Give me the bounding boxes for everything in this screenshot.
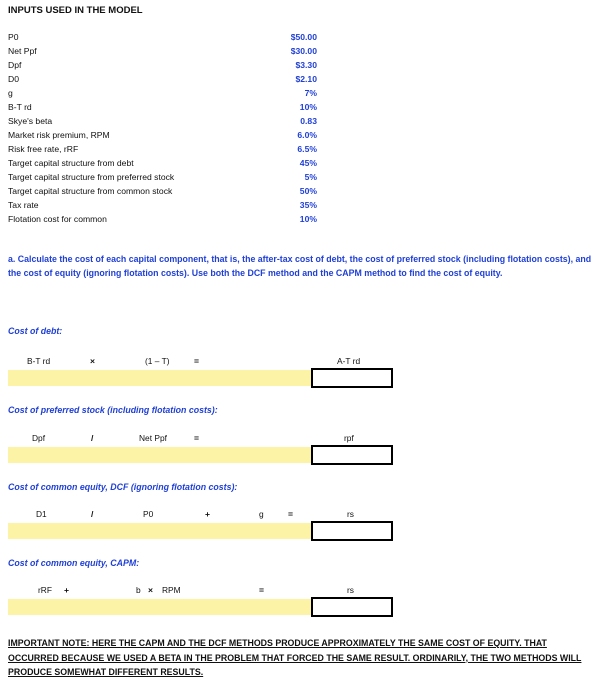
input-label: Risk free rate, rRF: [8, 144, 79, 154]
input-label: B-T rd: [8, 102, 32, 112]
term-beta: b: [136, 585, 141, 595]
answer-box-rs-dcf[interactable]: [311, 521, 393, 541]
section-title-dcf: Cost of common equity, DCF (ignoring flotation costs):: [8, 482, 238, 492]
result-label: A-T rd: [337, 356, 361, 366]
term-rpm: RPM: [162, 585, 181, 595]
input-value: 6.5%: [297, 144, 317, 154]
input-label: Market risk premium, RPM: [8, 130, 110, 140]
term-rrf: rRF: [38, 585, 52, 595]
input-label: g: [8, 88, 13, 98]
term-d1: D1: [36, 509, 47, 519]
answer-box-rs-capm[interactable]: [311, 597, 393, 617]
input-band: [8, 447, 311, 463]
input-band: [8, 370, 311, 386]
operator: ×: [90, 356, 96, 366]
term-dpf: Dpf: [32, 433, 46, 443]
input-label: D0: [8, 74, 19, 84]
operator: =: [194, 356, 200, 366]
operator: ×: [148, 585, 154, 595]
input-value: 5%: [304, 172, 317, 182]
input-band: [8, 523, 311, 539]
term-btrd: B-T rd: [27, 356, 51, 366]
operator: /: [91, 509, 94, 519]
input-label: Flotation cost for common: [8, 214, 107, 224]
input-value: 10%: [299, 214, 317, 224]
result-label: rs: [347, 509, 354, 519]
input-value: 35%: [299, 200, 317, 210]
input-value: 7%: [304, 88, 317, 98]
operator: +: [64, 585, 70, 595]
section-title-capm: Cost of common equity, CAPM:: [8, 558, 140, 568]
input-band: [8, 599, 311, 615]
input-value: 0.83: [300, 116, 317, 126]
input-label: Target capital structure from common stock: [8, 186, 173, 196]
term-net-ppf: Net Ppf: [139, 433, 167, 443]
input-label: Target capital structure from preferred stock: [8, 172, 175, 182]
input-value: $30.00: [290, 46, 317, 56]
input-label: Skye's beta: [8, 116, 53, 126]
term-one-minus-t: (1 – T): [145, 356, 170, 366]
answer-box-atrd[interactable]: [311, 368, 393, 388]
input-value: $3.30: [295, 60, 317, 70]
section-title-preferred: Cost of preferred stock (including flotation costs):: [8, 405, 218, 415]
operator: +: [205, 509, 211, 519]
result-label: rs: [347, 585, 354, 595]
operator: /: [91, 433, 94, 443]
input-value: 50%: [299, 186, 317, 196]
input-label: P0: [8, 32, 19, 42]
page-title: INPUTS USED IN THE MODEL: [8, 5, 143, 16]
input-label: Tax rate: [8, 200, 39, 210]
input-value: $2.10: [295, 74, 317, 84]
input-value: 10%: [299, 102, 317, 112]
input-value: 6.0%: [297, 130, 317, 140]
operator: =: [288, 509, 294, 519]
input-value: 45%: [299, 158, 317, 168]
input-label: Dpf: [8, 60, 22, 70]
important-note: IMPORTANT NOTE: HERE THE CAPM AND THE DCF METHODS PRODUCE APPROXIMATELY THE SAME COST OF EQUITY. THAT OCCURRED BECAUSE WE USED A BETA IN THE PROBLEM THAT FORCED THE SAME RESULT. ORDINARILY, THE TWO METHODS WILL PRODUCE SOMEWHAT DIFFERENT RESULTS.: [8, 638, 582, 677]
answer-box-rpf[interactable]: [311, 445, 393, 465]
operator: =: [194, 433, 200, 443]
section-title-debt: Cost of debt:: [8, 326, 63, 336]
term-p0: P0: [143, 509, 154, 519]
operator: =: [259, 585, 265, 595]
input-label: Net Ppf: [8, 46, 37, 56]
input-value: $50.00: [290, 32, 317, 42]
result-label: rpf: [344, 433, 354, 443]
question-text: a. Calculate the cost of each capital component, that is, the after-tax cost of debt, the cost of preferred stock (including flotation costs), and the cost of equity (ignoring flotation costs). Use both the DCF method and the CAPM method to find the cost of equity.: [8, 254, 592, 278]
term-g: g: [259, 509, 264, 519]
input-label: Target capital structure from debt: [8, 158, 134, 168]
